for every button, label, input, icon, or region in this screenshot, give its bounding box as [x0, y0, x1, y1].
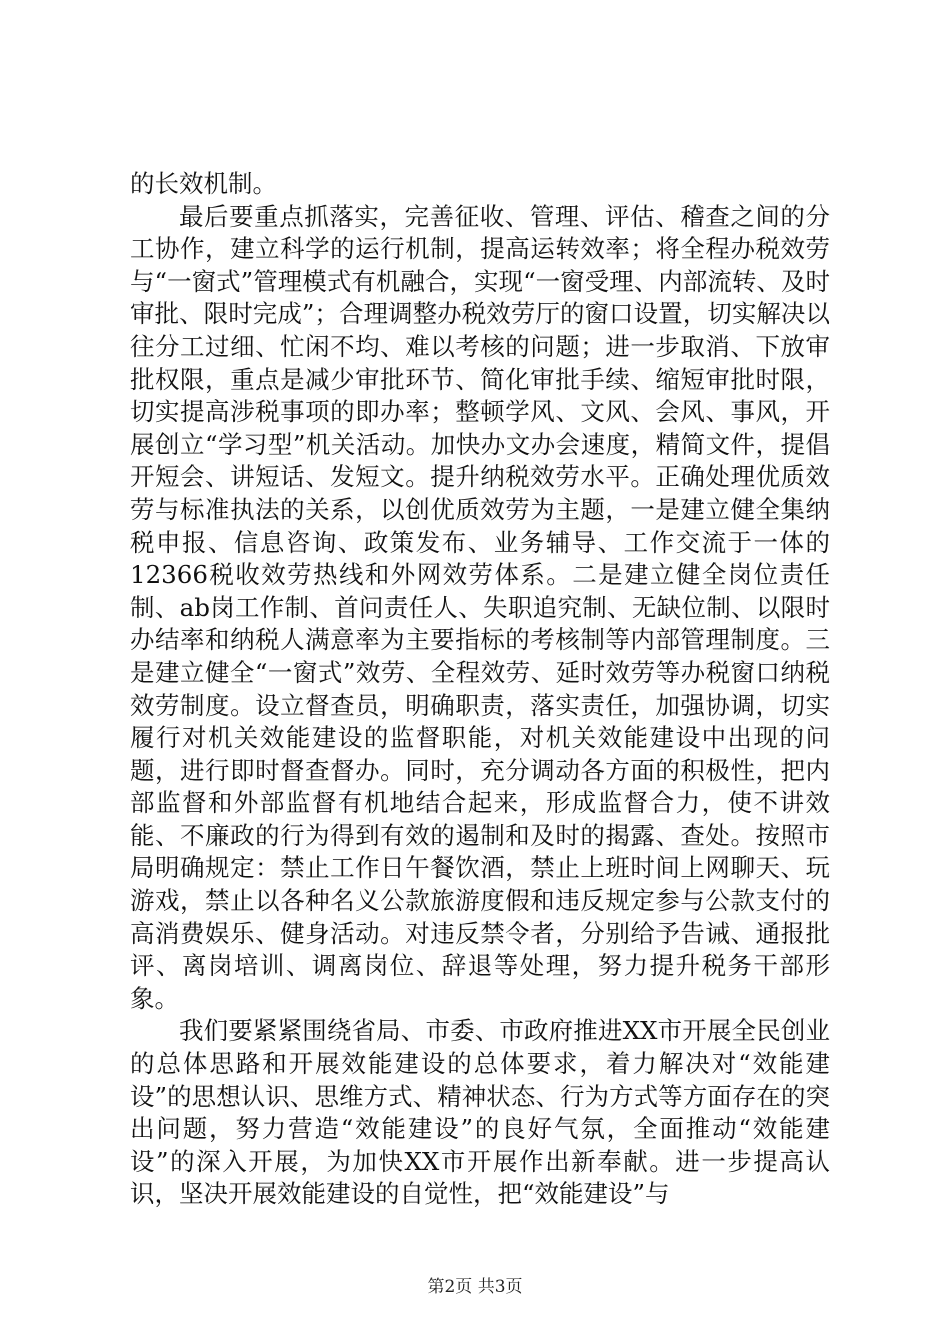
paragraph-efficiency-building: 我们要紧紧围绕省局、市委、市政府推进XX市开展全民创业的总体思路和开展效能建设的总体要求，着力解决对“效能建设”的思想认识、思维方式、精神状态、行为方式等方面存在的突出问题，努力营造“效能建设”的良好气氛，全面推动“效能建设”的深入开展，为加快XX市开展作出新奉献。进一步提高认识，坚决开展效能建设的自觉性，把“效能建设”与: [130, 1016, 830, 1209]
page-footer: 第2页 共3页: [427, 1277, 523, 1297]
paragraph-implementation: 最后要重点抓落实，完善征收、管理、评估、稽查之间的分工协作，建立科学的运行机制，提高运转效率；将全程办税效劳与“一窗式”管理模式有机融合，实现“一窗受理、内部流转、及时审批、限时完成”；合理调整办税效劳厅的窗口设置，切实解决以往分工过细、忙闲不均、难以考核的问题；进一步取消、下放审批权限，重点是减少审批环节、简化审批手续、缩短审批时限，切实提高涉税事项的即办率；整顿学风、文风、会风、事风，开展创立“学习型”机关活动。加快办文办会速度，精简文件，提倡开短会、讲短话、发短文。提升纳税效劳水平。正确处理优质效劳与标准执法的关系，以创优质效劳为主题，一是建立健全集纳税申报、信息咨询、政策发布、业务辅导、工作交流于一体的12366税收效劳热线和外网效劳体系。二是建立健全岗位责任制、ab岗工作制、首问责任人、失职追究制、无缺位制、以限时办结率和纳税人满意率为主要指标的考核制等内部管理制度。三是建立健全“一窗式”效劳、全程效劳、延时效劳等办税窗口纳税效劳制度。设立督查员，明确职责，落实责任，加强协调，切实履行对机关效能建设的监督职能，对机关效能建设中出现的问题，进行即时督查督办。同时，充分调动各方面的积极性，把内部监督和外部监督有机地结合起来，形成监督合力，使不讲效能、不廉政的行为得到有效的遏制和及时的揭露、查处。按照市局明确规定：禁止工作日午餐饮酒，禁止上班时间上网聊天、玩游戏，禁止以各种名义公款旅游度假和违反规定参与公款支付的高消费娱乐、健身活动。对违反禁令者，分别给予告诫、通报批评、离岗培训、调离岗位、辞退等处理，努力提升税务干部形象。: [130, 201, 830, 1013]
body-text: [130, 168, 830, 1211]
paragraph-continuation: 的长效机制。: [130, 169, 277, 198]
